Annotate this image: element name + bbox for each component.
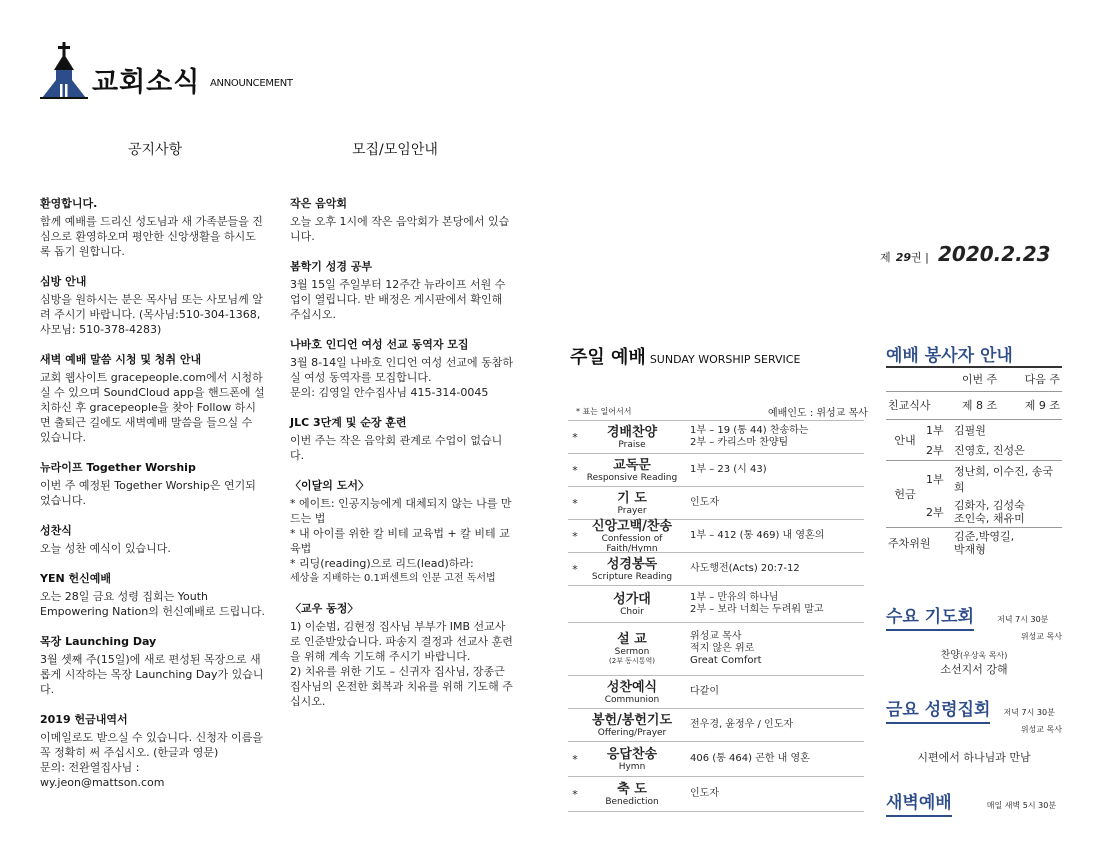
recruit-title: 작은 음악회 (290, 197, 347, 210)
wednesday-speaker: 위성교 목사 (1020, 632, 1062, 641)
order-ko: 축 도 (617, 781, 647, 797)
order-en: Responsive Reading (586, 472, 678, 483)
notice-body: 오는 28일 금요 성령 집회는 Youth Empowering Nation의 헌신예배로 드립니다. (40, 590, 265, 618)
wednesday-title: 수요 기도회 (886, 602, 974, 631)
recruit-item (290, 196, 514, 244)
friday-topic: 시편에서 하나님과 만남 (917, 751, 1031, 764)
order-detail: 1부 – 23 (시 43) (690, 464, 767, 475)
recruit-body: 이번 주는 작은 음악회 관계로 수업이 없습니다. (290, 434, 503, 462)
friday-time: 저녁 7시 30분 (1003, 708, 1055, 717)
order-ko: 응답찬송 (606, 746, 658, 762)
notice-title: YEN 헌신예배 (40, 572, 112, 585)
page-subtitle: ANNOUNCEMENT (210, 78, 293, 89)
dawn-worship (886, 788, 1062, 817)
notice-item (40, 571, 266, 619)
notice-body: 이메일로도 받으실 수 있습니다. 신청자 이름을 꼭 정확히 써 주십시오. (한글과 영문) 문의: 전완열집사님 : wy.jeon@mattson.com (40, 731, 263, 789)
servants-title: 예배 봉사자 안내 (886, 346, 1013, 366)
standing-note: * 표는 일어서서 (576, 407, 632, 416)
stand-marker: * (572, 430, 578, 444)
notice-item (40, 274, 266, 337)
notice-body: 이번 주 예정된 Together Worship은 연기되었습니다. (40, 479, 256, 507)
date-value: 2020.2.23 (937, 242, 1051, 266)
servants-table (886, 366, 1062, 558)
recruit-body: 3월 8-14일 나바호 인디언 여성 선교에 동참하실 여성 동역자를 모집합니다. 문의: 김영일 안수집사님 415-314-0045 (290, 356, 513, 399)
notice-title: 성찬식 (40, 524, 72, 537)
order-en: Communion (604, 694, 660, 705)
col-next-week: 다음 주 (1007, 367, 1062, 391)
notice-title: 뉴라이프 Together Worship (40, 461, 196, 474)
member-news-p1: 1) 이순범, 김현정 집사님 부부가 IMB 선교사로 인준받았습니다. 파송지 결정과 선교사 훈련을 위해 계속 기도해 주시기 바랍니다. (290, 620, 513, 663)
order-detail: 1부 – 만유의 하나님 2부 – 보라 너희는 두려워 말고 (690, 592, 824, 615)
recruit-title: 봄학기 성경 공부 (290, 260, 373, 273)
notice-body: 교회 웹사이트 gracepeople.com에서 시청하실 수 있으며 SoundCloud app을 핸드폰에 설치하신 후 gracepeople을 찾아 Follow 하시면 출퇴근 길에도 새벽예배 말씀을 들으실 수 있습니다. (40, 371, 265, 444)
order-en: Benediction (605, 796, 659, 807)
worship-row (568, 708, 864, 741)
notice-item (40, 352, 266, 445)
recruit-column (290, 196, 514, 724)
order-detail: 사도행전(Acts) 20:7-12 (690, 563, 800, 574)
greeter-next: 제 9 조 (1007, 391, 1062, 419)
worship-title (570, 343, 800, 369)
order-detail: 1부 – 19 (통 44) 찬송하는 2부 – 카리스마 찬양팀 (690, 425, 809, 448)
issue-date (880, 242, 1051, 266)
guide-part2: 진영호, 진성은 (954, 443, 1025, 457)
greeter-this: 제 8 조 (952, 391, 1007, 419)
notice-body: 3월 셋째 주(15일)에 새로 편성된 목장으로 새롭게 시작하는 목장 Launching Day가 있습니다. (40, 653, 264, 696)
order-ko: 교독문 (613, 457, 651, 473)
wednesday-prayer (886, 602, 1062, 677)
friday-gathering (886, 695, 1062, 765)
wednesday-time: 저녁 7시 30분 (997, 615, 1049, 624)
recruit-title: JLC 3단계 및 순장 훈련 (290, 416, 407, 429)
book-note: 세상을 지배하는 0.1퍼센트의 인문 고전 독서법 (290, 573, 496, 584)
worship-row (568, 622, 864, 675)
order-ko: 성가대 (613, 591, 651, 607)
guide-label: 안내 (886, 419, 924, 460)
dawn-title: 새벽예배 (886, 788, 952, 817)
order-ko: 기 도 (617, 490, 647, 506)
recruit-title: 나바호 인디언 여성 선교 동역자 모집 (290, 338, 469, 351)
notices-column (40, 196, 266, 805)
notice-title: 심방 안내 (40, 275, 87, 288)
wednesday-item1-sub: (우상욱 목사) (959, 651, 1008, 660)
church-logo-icon (40, 40, 88, 100)
order-ko: 설 교 (617, 632, 647, 647)
worship-row (568, 486, 864, 519)
sermon-preacher: 위성교 목사 (690, 631, 742, 642)
book-line: * 에이트: 인공지능에게 대체되지 않는 나를 만드는 법 (290, 497, 512, 525)
order-en: Sermon (614, 647, 650, 657)
order-en: Confession of Faith/Hymn (601, 533, 663, 554)
order-detail: 전우경, 윤정우 / 인도자 (690, 719, 794, 730)
worship-row (568, 552, 864, 585)
notice-item (40, 460, 266, 508)
worship-row (568, 453, 864, 486)
order-en: Hymn (618, 761, 646, 772)
worship-row (568, 675, 864, 708)
part-label: 1부 (924, 419, 952, 440)
order-ko: 성경봉독 (606, 556, 658, 572)
greeter-label: 친교식사 (886, 391, 952, 419)
book-of-month (290, 478, 514, 586)
sermon-title: 적지 않은 위로 (690, 643, 755, 654)
order-detail: 1부 – 412 (통 469) 내 영혼의 (690, 530, 825, 541)
notice-item (40, 634, 266, 697)
page-title: 교회소식 (92, 67, 201, 98)
notice-title: 2019 헌금내역서 (40, 713, 128, 726)
notice-item (40, 523, 266, 556)
parking-names-b: 박재형 (954, 542, 986, 556)
book-line: * 내 아이를 위한 칼 비테 교육법 + 칼 비테 교육법 (290, 527, 510, 555)
notice-title: 목장 Launching Day (40, 635, 157, 648)
worship-subtitle: SUNDAY WORSHIP SERVICE (649, 353, 801, 366)
notice-title: 새벽 예배 말씀 시청 및 청취 안내 (40, 353, 202, 366)
notice-body: 오늘 성찬 예식이 있습니다. (40, 542, 171, 555)
member-news (290, 601, 514, 709)
book-line: * 리딩(reading)으로 리드(lead)하라: (290, 557, 474, 570)
order-en: Scripture Reading (591, 571, 673, 582)
offering-part2b: 조인숙, 채유미 (954, 511, 1025, 525)
friday-title: 금요 성령집회 (886, 695, 990, 724)
worship-title-text: 주일 예배 (570, 347, 646, 368)
order-ko: 봉헌/봉헌기도 (591, 712, 673, 728)
worship-row (568, 519, 864, 552)
parking-names-a: 김준,박영길, (954, 529, 1015, 543)
recruit-body: 3월 15일 주일부터 12주간 뉴라이프 서원 수업이 열립니다. 반 배정은 게시판에서 확인해 주십시오. (290, 278, 506, 321)
part-label: 1부 (924, 460, 952, 497)
sermon-title-en: Great Comfort (690, 655, 762, 666)
order-detail: 인도자 (690, 788, 719, 799)
recruit-heading: 모집/모임안내 (352, 142, 438, 158)
notice-body: 심방을 원하시는 분은 목사님 또는 사모님께 알려 주시기 바랍니다. (목사님:510-304-1368, 사모님: 510-378-4283) (40, 293, 263, 336)
notice-item (40, 196, 266, 259)
order-en: Praise (618, 439, 646, 450)
order-en: Offering/Prayer (597, 727, 667, 738)
order-en: Prayer (617, 505, 647, 516)
notices-heading: 공지사항 (128, 142, 183, 158)
notice-body: 함께 예배를 드리신 성도님과 새 가족분들을 진심으로 환영하오며 평안한 신앙생활을 하시도록 돕기 원합니다. (40, 215, 263, 258)
book-title: 〈이달의 도서〉 (290, 479, 369, 492)
part-label: 2부 (926, 505, 944, 519)
worship-row (568, 585, 864, 622)
guide-part1: 김필원 (952, 419, 1062, 440)
offering-part1: 정난희, 이수진, 송국희 (952, 460, 1062, 497)
recruit-item (290, 259, 514, 322)
part-label: 2부 (926, 443, 944, 457)
recruit-body: 오늘 오후 1시에 작은 음악회가 본당에서 있습니다. (290, 215, 510, 243)
stand-marker: * (572, 496, 578, 510)
order-extra: (2부 동시통역) (609, 657, 655, 665)
member-news-title: 〈교우 동정〉 (290, 602, 359, 615)
volume-prefix: 제 (880, 251, 891, 264)
recruit-item (290, 337, 514, 400)
order-detail: 406 (통 464) 곤한 내 영혼 (690, 753, 810, 764)
order-ko: 신앙고백/찬송 (591, 518, 673, 534)
stand-marker: * (572, 562, 578, 576)
col-this-week: 이번 주 (952, 367, 1007, 391)
wednesday-item1: 찬양 (940, 650, 960, 661)
stand-marker: * (572, 529, 578, 543)
stand-marker: * (572, 787, 578, 801)
worship-leader: 예배인도 : 위성교 목사 (768, 408, 868, 419)
member-news-p2: 2) 치유를 위한 기도 – 신귀자 집사님, 장종근 집사님의 온전한 회복과 치유를 위해 기도해 주십시오. (290, 665, 513, 708)
order-ko: 성찬예식 (606, 679, 658, 695)
stand-marker: * (572, 752, 578, 766)
worship-order-table (568, 420, 864, 812)
notice-item (40, 712, 266, 790)
offering-label: 헌금 (886, 460, 924, 527)
order-en: Choir (620, 606, 644, 617)
order-ko: 경배찬양 (606, 424, 658, 440)
friday-speaker: 위성교 목사 (1020, 725, 1062, 734)
recruit-item (290, 415, 514, 463)
order-detail: 다같이 (690, 686, 719, 697)
volume-number: 29 (895, 251, 912, 264)
worship-row (568, 776, 864, 812)
stand-marker: * (572, 463, 578, 477)
worship-row (568, 741, 864, 776)
volume-suffix: 권 | (911, 251, 929, 264)
notice-title: 환영합니다. (40, 197, 98, 210)
order-detail: 인도자 (690, 497, 719, 508)
worship-row (568, 420, 864, 453)
dawn-time: 매일 새벽 5시 30분 (986, 801, 1057, 810)
wednesday-item2: 소선지서 강해 (940, 663, 1008, 676)
parking-label: 주차위원 (886, 527, 952, 558)
offering-part2a: 김화자, 김성숙 (954, 498, 1025, 512)
